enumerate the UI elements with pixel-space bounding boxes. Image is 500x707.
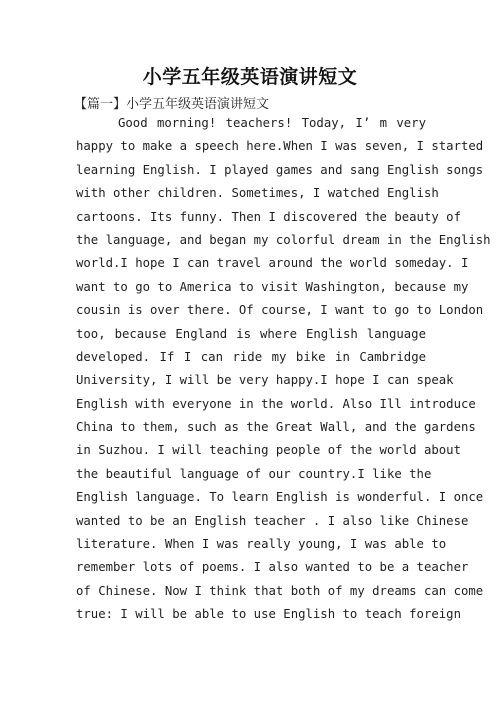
text-line: English with everyone in the world. Also Ill introduce — [76, 396, 476, 411]
text-line: with other children. Sometimes, I watched English — [76, 186, 439, 201]
text-line: want to go to America to visit Washington, because my — [76, 279, 469, 294]
text-line: literature. When I was really young, I was able to — [76, 537, 447, 552]
text-line: University, I will be very happy.I hope I can speak — [76, 373, 454, 388]
text-line: cartoons. Its funny. Then I discovered the beauty of — [76, 209, 461, 224]
text-line: too, because England is where English language — [76, 326, 426, 341]
text-line: true: I will be able to use English to teach foreign — [76, 607, 461, 622]
text-line: of Chinese. Now I think that both of my dreams can come — [76, 583, 484, 598]
text-line: world.I hope I can travel around the world someday. I — [76, 256, 469, 271]
text-line: wanted to be an English teacher . I also like Chinese — [76, 513, 469, 528]
document-title: 小学五年级英语演讲短文 — [142, 66, 358, 88]
text-line: the language, and began my colorful dream in the English — [76, 232, 491, 247]
text-line: in Suzhou. I will teaching people of the world about — [76, 443, 461, 458]
text-line: learning English. I played games and sang English songs — [76, 162, 484, 177]
text-line: English language. To learn English is wonderful. I once — [76, 490, 484, 505]
text-line: China to them, such as the Great Wall, and the gardens — [76, 420, 476, 435]
text-line: remember lots of poems. I also wanted to be a teacher — [76, 560, 469, 575]
body-paragraph — [76, 112, 491, 627]
text-line: happy to make a speech here.When I was seven, I started — [76, 139, 484, 154]
text-line: the beautiful language of our country.I like the — [76, 466, 432, 481]
text-line: Good morning! teachers! Today, I’ m very — [118, 116, 426, 130]
section-heading: 【篇一】小学五年级英语演讲短文 — [74, 97, 270, 112]
text-line: cousin is over there. Of course, I want to go to London — [76, 303, 484, 318]
text-line: developed. If I can ride my bike in Cambridge — [76, 349, 426, 364]
